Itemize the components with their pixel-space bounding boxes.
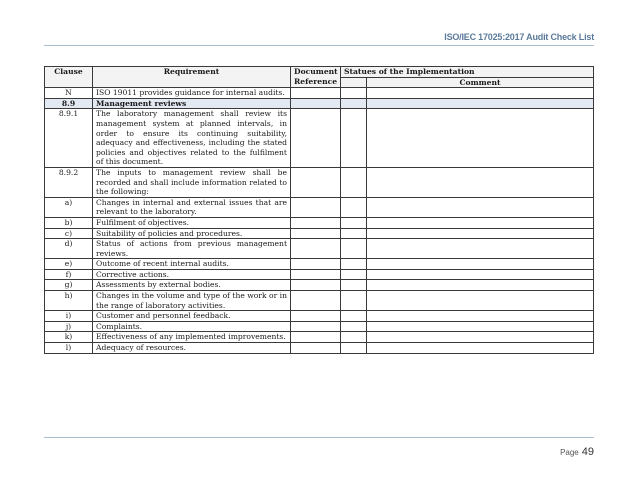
clause-cell: j) (45, 321, 93, 332)
requirement-cell: Status of actions from previous management reviews. (93, 239, 291, 259)
comment-cell[interactable] (367, 228, 594, 239)
comment-column-header: Comment (367, 77, 594, 88)
table-row (45, 343, 594, 354)
comment-cell[interactable] (367, 291, 594, 311)
document-reference-cell[interactable] (291, 332, 341, 343)
requirement-cell: Fulfilment of objectives. (93, 217, 291, 228)
comment-cell[interactable] (367, 269, 594, 280)
clause-cell: h) (45, 291, 93, 311)
document-reference-cell[interactable] (291, 280, 341, 291)
table-row (45, 239, 594, 259)
clause-column-header: Clause (45, 67, 93, 88)
requirement-cell: Management reviews (93, 98, 291, 109)
status-cell[interactable] (341, 109, 367, 168)
status-cell[interactable] (341, 98, 367, 109)
implementation-status-header: Statues of the Implementation (341, 67, 594, 78)
clause-cell: l) (45, 343, 93, 354)
clause-cell: k) (45, 332, 93, 343)
clause-cell: c) (45, 228, 93, 239)
page-number-value: 49 (581, 446, 594, 458)
requirement-cell: Outcome of recent internal audits. (93, 259, 291, 270)
comment-cell[interactable] (367, 332, 594, 343)
document-reference-header-line1: Document (291, 67, 341, 78)
clause-cell: a) (45, 197, 93, 217)
footer-divider (44, 437, 594, 438)
requirement-cell: Complaints. (93, 321, 291, 332)
table-row (45, 228, 594, 239)
status-cell[interactable] (341, 321, 367, 332)
document-reference-cell[interactable] (291, 239, 341, 259)
table-row (45, 332, 594, 343)
comment-cell[interactable] (367, 280, 594, 291)
requirement-cell: Changes in internal and external issues that are relevant to the laboratory. (93, 197, 291, 217)
document-reference-cell[interactable] (291, 98, 341, 109)
status-cell[interactable] (341, 332, 367, 343)
page-label: Page (560, 448, 579, 457)
table-row (45, 280, 594, 291)
status-cell[interactable] (341, 343, 367, 354)
comment-cell[interactable] (367, 109, 594, 168)
status-cell[interactable] (341, 167, 367, 197)
clause-cell: b) (45, 217, 93, 228)
table-row (45, 167, 594, 197)
requirement-cell: Customer and personnel feedback. (93, 311, 291, 322)
table-row (45, 269, 594, 280)
comment-cell[interactable] (367, 311, 594, 322)
comment-cell[interactable] (367, 88, 594, 99)
comment-cell[interactable] (367, 167, 594, 197)
requirement-cell: ISO 19011 provides guidance for internal audits. (93, 88, 291, 99)
table-row (45, 291, 594, 311)
clause-cell: 8.9 (45, 98, 93, 109)
document-reference-cell[interactable] (291, 291, 341, 311)
table-body (45, 88, 594, 353)
document-reference-cell[interactable] (291, 311, 341, 322)
clause-cell: f) (45, 269, 93, 280)
clause-cell: N (45, 88, 93, 99)
requirement-cell: Effectiveness of any implemented improvements. (93, 332, 291, 343)
status-cell[interactable] (341, 311, 367, 322)
clause-cell: 8.9.1 (45, 109, 93, 168)
requirement-cell: Corrective actions. (93, 269, 291, 280)
table-row (45, 197, 594, 217)
requirement-cell: Assessments by external bodies. (93, 280, 291, 291)
page-number (560, 446, 594, 458)
comment-cell[interactable] (367, 98, 594, 109)
table-row (45, 321, 594, 332)
status-cell[interactable] (341, 239, 367, 259)
document-header-title: ISO/IEC 17025:2017 Audit Check List (444, 32, 594, 42)
status-cell[interactable] (341, 291, 367, 311)
comment-cell[interactable] (367, 217, 594, 228)
table-row (45, 109, 594, 168)
clause-cell: i) (45, 311, 93, 322)
clause-cell: 8.9.2 (45, 167, 93, 197)
requirement-cell: Adequacy of resources. (93, 343, 291, 354)
comment-cell[interactable] (367, 321, 594, 332)
table-row (45, 98, 594, 109)
status-cell[interactable] (341, 228, 367, 239)
document-reference-cell[interactable] (291, 269, 341, 280)
status-cell[interactable] (341, 269, 367, 280)
document-reference-cell[interactable] (291, 167, 341, 197)
document-reference-cell[interactable] (291, 321, 341, 332)
document-reference-header-line2: Reference (291, 77, 341, 88)
table-row (45, 217, 594, 228)
status-cell[interactable] (341, 259, 367, 270)
status-cell[interactable] (341, 217, 367, 228)
clause-cell: g) (45, 280, 93, 291)
comment-cell[interactable] (367, 259, 594, 270)
document-reference-cell[interactable] (291, 109, 341, 168)
clause-cell: d) (45, 239, 93, 259)
document-reference-cell[interactable] (291, 343, 341, 354)
comment-cell[interactable] (367, 239, 594, 259)
table-row (45, 311, 594, 322)
table-row (45, 259, 594, 270)
comment-cell[interactable] (367, 343, 594, 354)
document-reference-cell[interactable] (291, 88, 341, 99)
document-reference-cell[interactable] (291, 228, 341, 239)
status-subheader-empty (341, 77, 367, 88)
table-row (45, 88, 594, 99)
header-divider (44, 45, 594, 46)
document-reference-cell[interactable] (291, 259, 341, 270)
table-header-row (45, 67, 594, 78)
status-cell[interactable] (341, 88, 367, 99)
document-reference-cell[interactable] (291, 197, 341, 217)
requirement-cell: The inputs to management review shall be recorded and shall include information related to the following: (93, 167, 291, 197)
requirement-cell: Suitability of policies and procedures. (93, 228, 291, 239)
document-reference-cell[interactable] (291, 217, 341, 228)
comment-cell[interactable] (367, 197, 594, 217)
clause-cell: e) (45, 259, 93, 270)
requirement-cell: The laboratory management shall review its management system at planned intervals, in order to ensure its continuing suitability, adequacy and effectiveness, including the stated policies and objectives related to the fulfilment of this document. (93, 109, 291, 168)
status-cell[interactable] (341, 280, 367, 291)
requirement-cell: Changes in the volume and type of the work or in the range of laboratory activities. (93, 291, 291, 311)
status-cell[interactable] (341, 197, 367, 217)
audit-checklist-table (44, 66, 594, 354)
requirement-column-header: Requirement (93, 67, 291, 88)
